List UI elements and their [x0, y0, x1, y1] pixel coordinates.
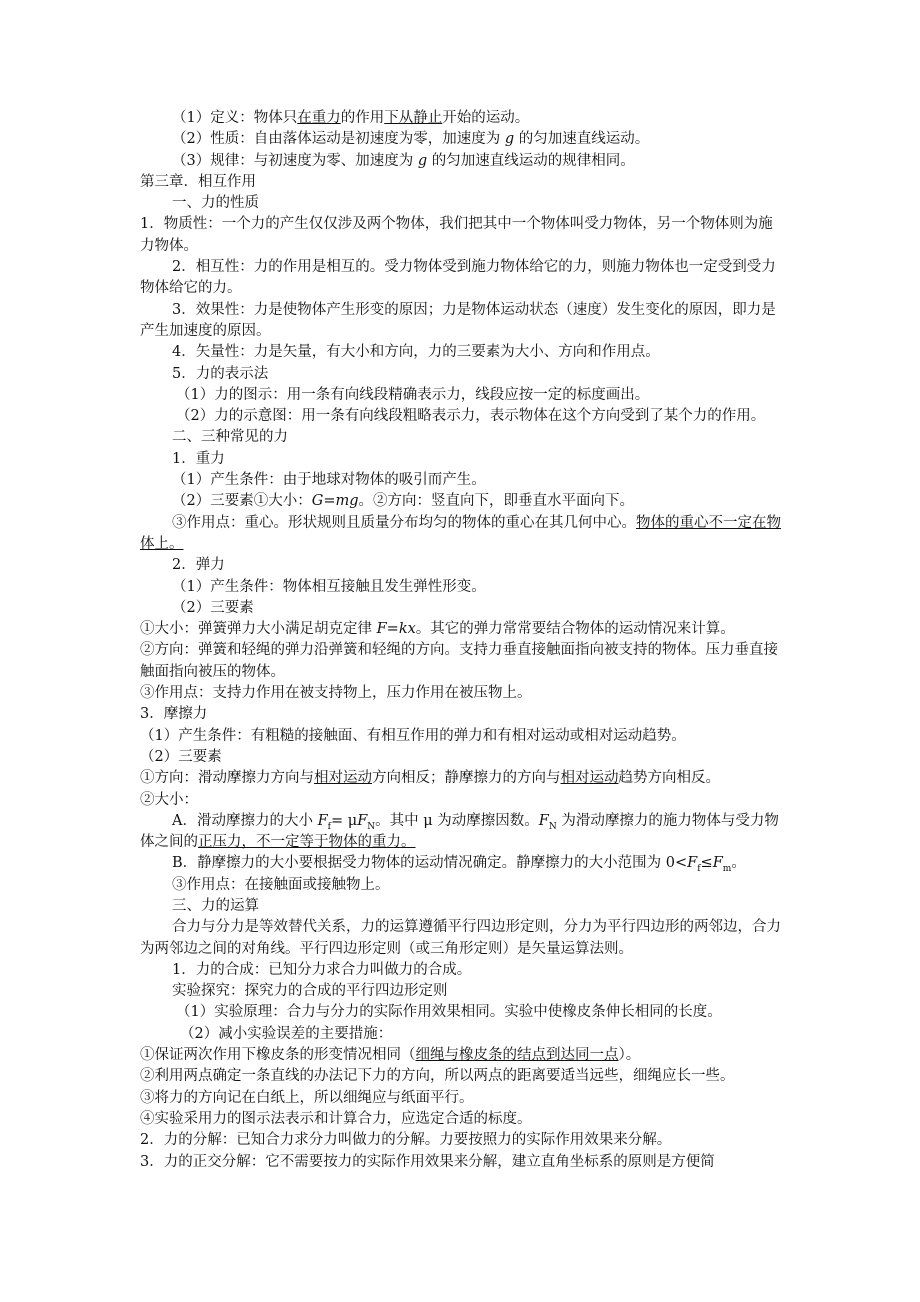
paragraph: ①大小：弹簧弹力大小满足胡克定律 F=kx。其它的弹力常常要结合物体的运动情况来计算。	[140, 621, 735, 638]
document-page	[140, 108, 785, 1173]
paragraph: 3．力的正交分解：它不需要按力的实际作用效果来分解，建立直角坐标系的原则是方便简	[140, 1153, 715, 1170]
paragraph: ③作用点：重心。形状规则且质量分布均匀的物体的重心在其几何中心。物体的重心不一定在物体上。	[140, 514, 781, 552]
paragraph: （2）减小实验误差的主要措施：	[180, 1025, 393, 1042]
subheading: 2．弹力	[172, 557, 225, 574]
paragraph: （2）三要素	[172, 599, 254, 616]
paragraph: （2）三要素	[140, 748, 222, 765]
paragraph: ①方向：滑动摩擦力方向与相对运动方向相反；静摩擦力的方向与相对运动趋势方向相反。	[140, 770, 720, 787]
text-line: （1）定义：物体只在重力的作用下从静止开始的运动。	[172, 110, 530, 126]
text-line: （3）规律：与初速度为零、加速度为 g 的匀加速直线运动的规律相同。	[172, 152, 635, 169]
paragraph: （1）产生条件：由于地球对物体的吸引而产生。	[172, 472, 486, 489]
paragraph: （1）产生条件：有粗糙的接触面、有相互作用的弹力和有相对运动或相对运动趋势。	[140, 727, 686, 744]
paragraph: 4．矢量性：力是矢量，有大小和方向，力的三要素为大小、方向和作用点。	[172, 344, 660, 361]
paragraph: （2）力的示意图：用一条有向线段粗略表示力，表示物体在这个方向受到了某个力的作用。	[176, 408, 766, 425]
paragraph: （1）产生条件：物体相互接触且发生弹性形变。	[172, 578, 486, 595]
paragraph: 2．相互性：力的作用是相互的。受力物体受到施力物体给它的力，则施力物体也一定受到受力物体给它的力。	[140, 259, 776, 297]
paragraph: ④实验采用力的图示法表示和计算合力，应选定合适的标度。	[140, 1110, 532, 1127]
paragraph: ②方向：弹簧和轻绳的弹力沿弹簧和轻绳的方向。支持力垂直接触面指向被支持的物体。压力垂直接触面指向被压的物体。	[140, 642, 778, 680]
paragraph: （1）力的图示：用一条有向线段精确表示力，线段应按一定的标度画出。	[176, 386, 650, 403]
section-heading: 三、力的运算	[172, 897, 259, 914]
subheading: 1．重力	[172, 450, 225, 467]
chapter-heading: 第三章．相互作用	[140, 173, 256, 190]
paragraph: 3．效果性：力是使物体产生形变的原因；力是物体运动状态（速度）发生变化的原因，即力是产生加速度的原因。	[140, 301, 776, 339]
paragraph: ③作用点：在接触面或接触物上。	[172, 876, 390, 893]
paragraph: ②利用两点确定一条直线的办法记下力的方向，所以两点的距离要适当远些，细绳应长一些。	[140, 1068, 735, 1085]
paragraph: ①保证两次作用下橡皮条的形变情况相同（细绳与橡皮条的结点到达同一点）。	[140, 1047, 641, 1064]
paragraph: 1．力的合成：已知分力求合力叫做力的合成。	[172, 961, 472, 978]
section-heading: 一、力的性质	[172, 195, 259, 212]
paragraph: （1）实验原理：合力与分力的实际作用效果相同。实验中使橡皮条伸长相同的长度。	[176, 1004, 722, 1021]
text-line: （2）性质：自由落体运动是初速度为零，加速度为 g 的匀加速直线运动。	[172, 131, 650, 148]
paragraph: 5．力的表示法	[172, 365, 269, 382]
paragraph: ③将力的方向记在白纸上，所以细绳应与纸面平行。	[140, 1089, 474, 1106]
section-heading: 二、三种常见的力	[172, 429, 288, 446]
paragraph: A．滑动摩擦力的大小 $F_f= \mu F_N$。其中 μ 为动摩擦因数。$F_N$ 为滑动摩擦力的施力物体与受力物体之间的正压力，不一定等于物体的重力。	[140, 812, 779, 851]
paragraph: ③作用点：支持力作用在被支持物上，压力作用在被压物上。	[140, 685, 532, 702]
paragraph: 1．物质性：一个力的产生仅仅涉及两个物体，我们把其中一个物体叫受力物体，另一个物体则为施力物体。	[140, 216, 773, 254]
paragraph: 实验探究：探究力的合成的平行四边形定则	[172, 983, 448, 1000]
paragraph: B．静摩擦力的大小要根据受力物体的运动情况确定。静摩擦力的大小范围为 $0<F_f\le F_m$。	[172, 855, 746, 875]
paragraph: ②大小：	[140, 791, 198, 808]
paragraph: （2）三要素①大小：G=mg。②方向：竖直向下，即垂直水平面向下。	[172, 493, 635, 510]
subheading: 3．摩擦力	[140, 706, 208, 723]
paragraph: 2．力的分解：已知合力求分力叫做力的分解。力要按照力的实际作用效果来分解。	[140, 1132, 672, 1149]
paragraph: 合力与分力是等效替代关系，力的运算遵循平行四边形定则，分力为平行四边形的两邻边，合力为两邻边之间的对角线。平行四边形定则（或三角形定则）是矢量运算法则。	[140, 919, 781, 957]
